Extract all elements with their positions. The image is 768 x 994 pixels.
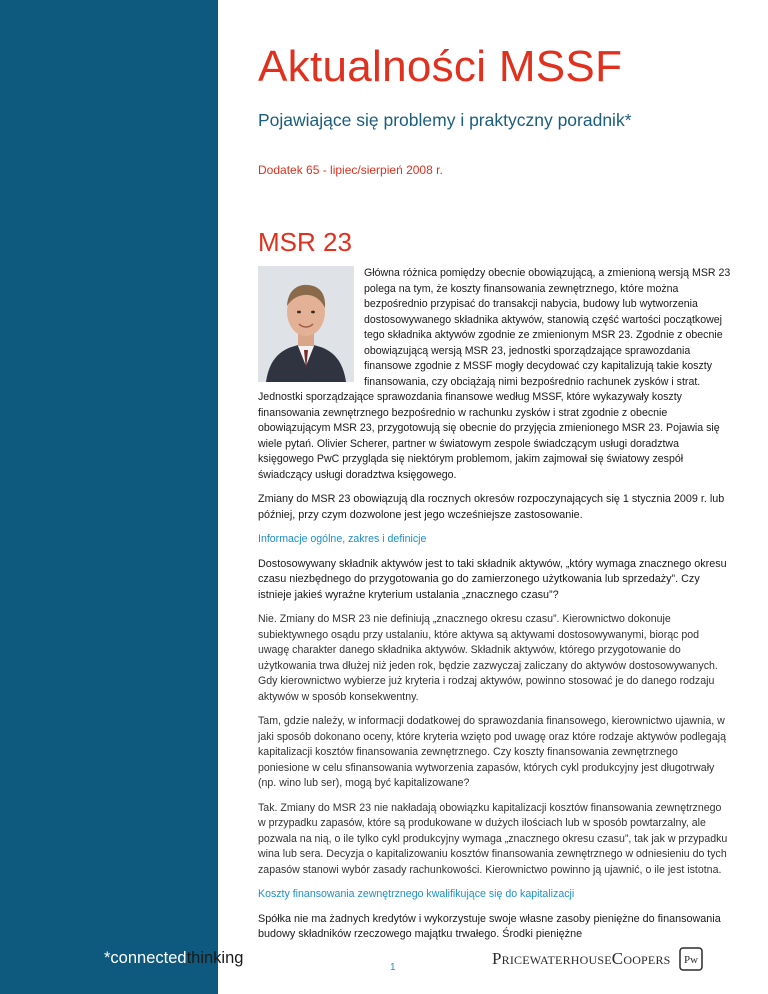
- connected-thinking-tagline: [104, 949, 243, 968]
- page-number: 1: [390, 962, 396, 973]
- portrait-image: [258, 266, 354, 382]
- question-3: Spółka nie ma żadnych kredytów i wykorzystuje swoje własne zasoby pieniężne do finansowania budowy składników rzeczowego majątku trwałego. Środki pieniężne: [258, 912, 721, 940]
- subheading-borrowing-costs: Koszty finansowania zewnętrznego kwalifikujące się do kapitalizacji: [258, 888, 575, 900]
- svg-text:Pw: Pw: [683, 954, 698, 966]
- question-1: Dostosowywany składnik aktywów jest to taki składnik aktywów, „który wymaga znacznego okresu czasu niezbędnego do przygotowania go do zamierzonego użytkowania lub sprzedaży”. Czy istnieje jakieś wyraźne kryterium ustalania „znacznego czasu”?: [258, 557, 727, 601]
- page-title: Aktualności MSSF: [258, 42, 623, 91]
- author-photo: [258, 266, 354, 382]
- logo-text: PricewaterhouseCoopers: [492, 949, 671, 968]
- subheading-general: Informacje ogólne, zakres i definicje: [258, 533, 427, 545]
- page-subtitle: Pojawiające się problemy i praktyczny poradnik*: [258, 110, 632, 130]
- tagline-part-b: thinking: [186, 949, 244, 967]
- issue-info: Dodatek 65 - lipiec/sierpień 2008 r.: [258, 163, 443, 177]
- article-body: [258, 266, 732, 952]
- answer-1: Nie. Zmiany do MSR 23 nie definiują „znacznego okresu czasu”. Kierownictwo dokonuje subiektywnego osądu przy ustalaniu, które aktywa są aktywami dostosowywanymi, biorąc pod uwagę charakter danego składnika aktywów. Składnik aktywów, którego przygotowanie do użytkowania trwa dłużej niż jeden rok, będzie zazwyczaj zaliczany do aktywów dostosowywanych. Gdy kierownictwo wybierze już kryteria i rodzaj aktywów, powinno stosować je do danego rodzaju aktywów w sposób konsekwentny.: [258, 613, 718, 703]
- answer-2: Tak. Zmiany do MSR 23 nie nakładają obowiązku kapitalizacji kosztów finansowania zewnętrznego w przypadku zapasów, które są produkowane w dużych ilościach lub w sposób powtarzalny, ale pozwala na nią, o ile tylko cykl produkcyjny wymaga „znacznego okresu czasu”, tak jak w przypadku wina lub sera. Decyzja o kapitalizowaniu kosztów finansowania zewnętrznego w odniesieniu do tych zapasów stanowi wybór zasady rachunkowości. Kierownictwo powinno ją ujawnić, o ile jest istotna.: [258, 801, 728, 876]
- document-header: [258, 42, 738, 177]
- intro-paragraph: Główna różnica pomiędzy obecnie obowiązującą, a zmienioną wersją MSR 23 polega na tym, że koszty finansowania zewnętrznego, które można bezpośrednio przypisać do transakcji nabycia, budowy lub wytworzenia dostosowywanego składnika aktywów, stanowią część wartości początkowej tego składnika aktywów zgodnie ze zmienionym MSR 23. Zgodnie z obecnie obowiązującą wersją MSR 23, jednostki sporządzające sprawozdania finansowe zgodnie z MSSF mogły decydować czy kapitalizują takie koszty finansowania, czy obciążają nimi bezpośrednio rachunek zysków i strat. Jednostki sporządzające sprawozdania finansowe według MSSF, które wykazywały koszty finansowania zewnętrznego bezpośrednio w rachunku zysków i strat zgodnie z obecnie obowiązującym MSR 23, przygotowują się obecnie do przyjęcia zmienionego MSR 23. Pojawia się wiele pytań. Olivier Scherer, partner w światowym zespole świadczącym usługi doradztwa księgowego PwC przygląda się niektórym problemom, jakim zajmował się światowy zespół świadczący usługi doradztwa księgowego.: [258, 267, 731, 481]
- pwc-logo: [492, 947, 703, 971]
- effective-date-note: Zmiany do MSR 23 obowiązują dla rocznych okresów rozpoczynających się 1 stycznia 2009 r. lub później, przy czym dozwolone jest jego wcześniejsze zastosowanie.: [258, 493, 725, 521]
- pwc-seal-icon: [679, 947, 703, 971]
- left-color-band: [0, 0, 218, 994]
- tagline-part-a: *connected: [104, 949, 187, 967]
- answer-1b: Tam, gdzie należy, w informacji dodatkowej do sprawozdania finansowego, kierownictwo ujawnia, w jaki sposób dokonano oceny, które kryteria wzięto pod uwagę oraz które rodzaje aktywów podlegają kapitalizacji kosztów finansowania zewnętrznego. Czy koszty finansowania zewnętrznego poniesione w celu sfinansowania wytworzenia zapasów, których cykl produkcyjny jest długotrwały (np. wino lub ser), mogą być kapitalizowane?: [258, 715, 726, 789]
- section-title: MSR 23: [258, 227, 352, 257]
